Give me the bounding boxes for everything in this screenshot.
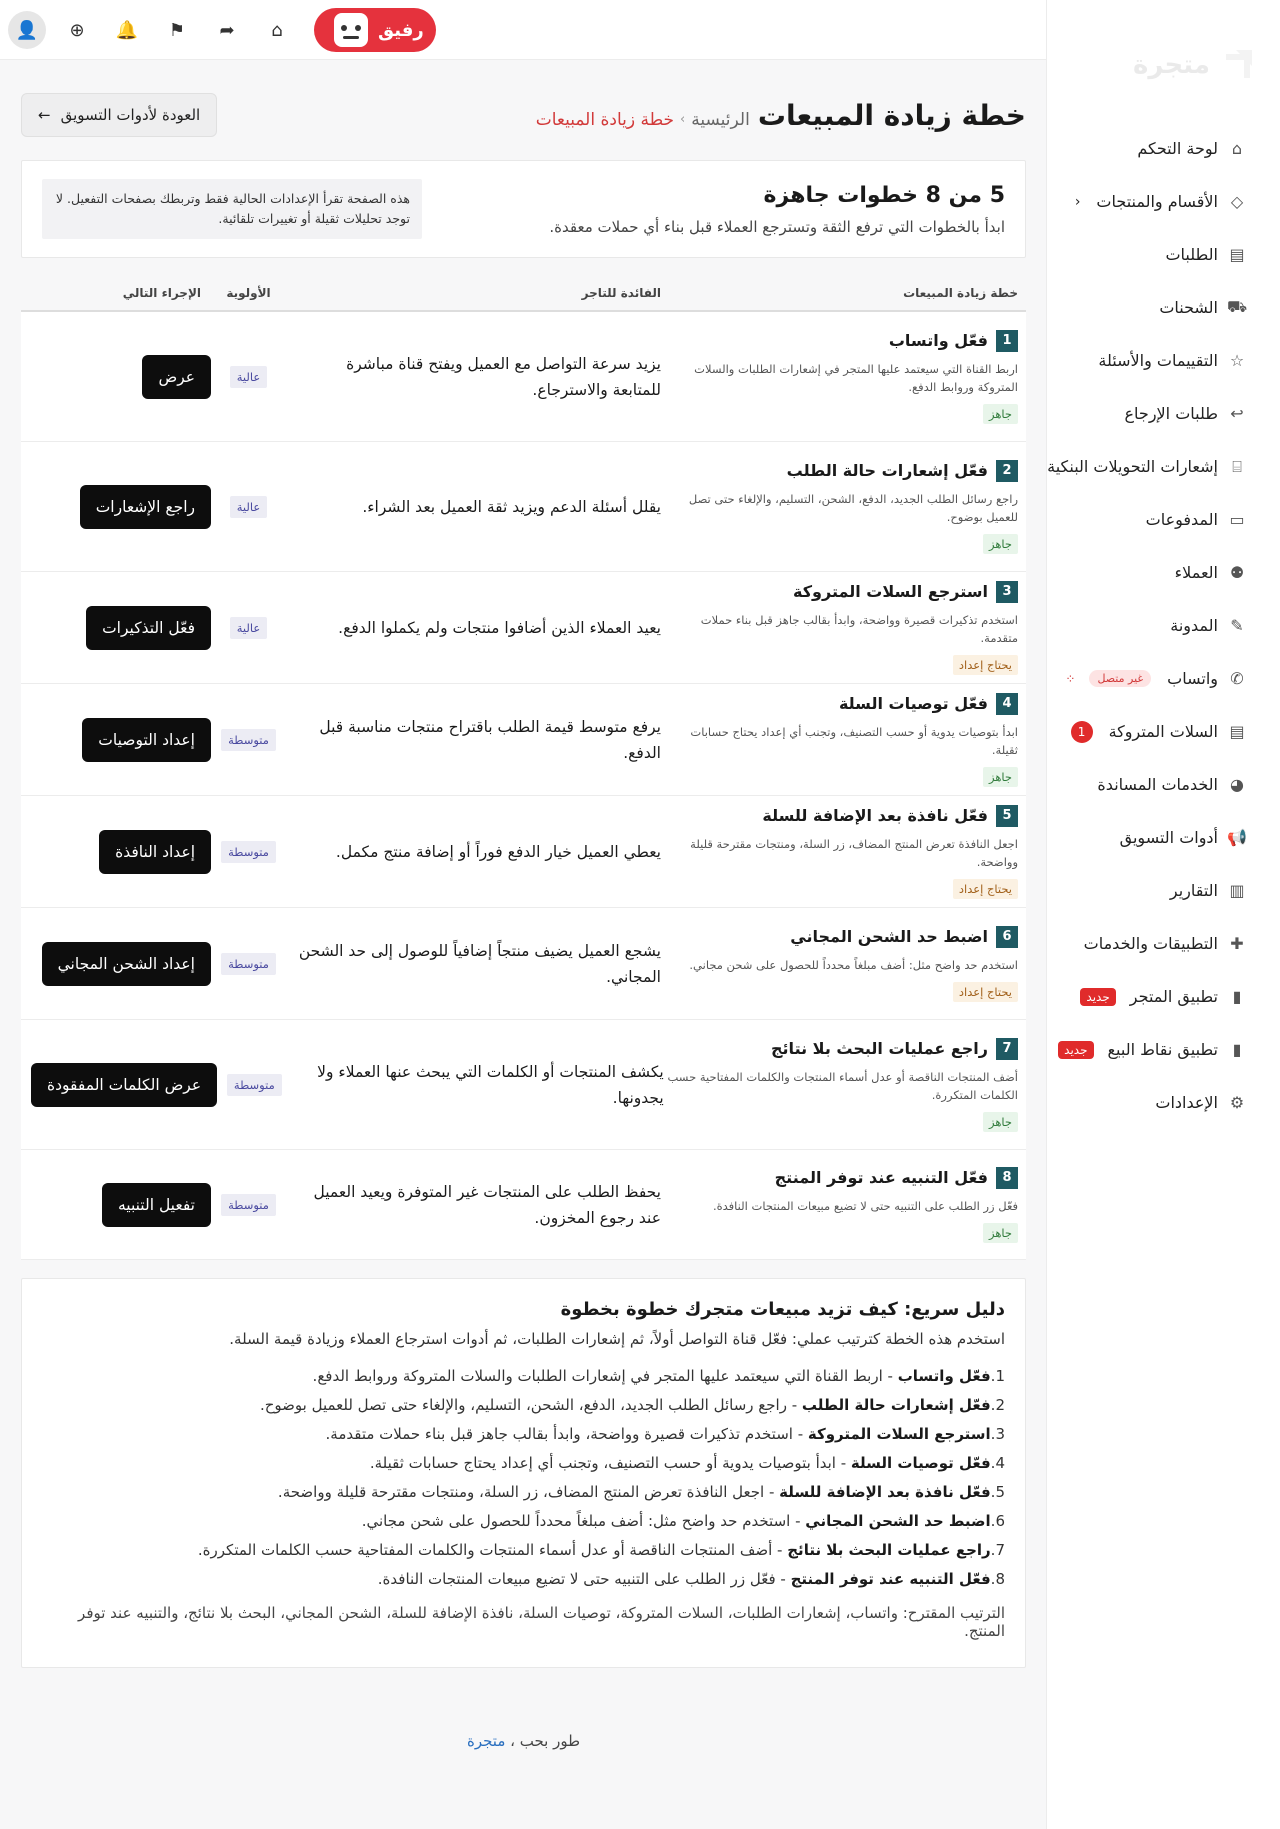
benefit-text: يقلل أسئلة الدعم ويزيد ثقة العميل بعد الشراء. xyxy=(362,497,661,516)
benefit-text: يكشف المنتجات أو الكلمات التي يبحث عنها العملاء ولا يجدونها. xyxy=(317,1062,664,1107)
step-description: فعّل زر الطلب على التنبيه حتى لا تضيع مبيعات المنتجات النافدة. xyxy=(712,1198,1018,1213)
step-title: فعّل واتساب xyxy=(888,331,988,350)
benefit-cell xyxy=(286,938,661,990)
status-badge: جاهز xyxy=(983,1112,1018,1132)
guide-item-number: 5. xyxy=(990,1483,1005,1501)
readiness-subtitle: ابدأ بالخطوات التي ترفع الثقة وتسترجع العملاء قبل بناء أي حملات معقدة. xyxy=(549,217,1005,236)
next-action-button[interactable]: تفعيل التنبيه xyxy=(102,1183,211,1227)
status-badge: جاهز xyxy=(983,534,1018,554)
priority-badge: عالية xyxy=(230,617,268,639)
sidebar-item[interactable] xyxy=(1047,705,1280,758)
plan-cell xyxy=(661,1167,1026,1243)
sidebar-item[interactable] xyxy=(1047,599,1280,652)
main-content xyxy=(21,60,1026,1668)
priority-badge: متوسطة xyxy=(227,1074,282,1096)
sidebar-item-label: أدوات التسويق xyxy=(1119,828,1218,847)
guide-list xyxy=(42,1362,1005,1594)
brand-logo[interactable] xyxy=(1047,0,1280,130)
sidebar-item-label: السلات المتروكة xyxy=(1108,722,1218,741)
status-badge: جاهز xyxy=(983,404,1018,424)
step-description: استخدم تذكيرات قصيرة وواضحة، وابدأ بقالب جاهز قبل بناء حملات متقدمة. xyxy=(700,612,1018,645)
action-cell xyxy=(21,718,211,762)
benefit-text: يعطي العميل خيار الدفع فوراً أو إضافة منتج مكمل. xyxy=(335,842,661,861)
benefit-text: يحفظ الطلب على المنتجات غير المتوفرة ويعيد العميل عند رجوع المخزون. xyxy=(313,1182,661,1227)
sidebar-item[interactable] xyxy=(1047,546,1280,599)
sidebar-item[interactable] xyxy=(1047,440,1280,493)
guide-item-text: - استخدم تذكيرات قصيرة وواضحة، وابدأ بقالب جاهز قبل بناء حملات متقدمة. xyxy=(325,1425,808,1443)
priority-badge: متوسطة xyxy=(221,841,276,863)
step-number: 5 xyxy=(996,805,1018,827)
guide-item-title: فعّل إشعارات حالة الطلب xyxy=(801,1396,991,1414)
step-header xyxy=(661,926,1018,948)
step-number: 6 xyxy=(996,926,1018,948)
page-header xyxy=(21,60,1026,160)
action-cell xyxy=(21,355,211,399)
sidebar-item-label: تطبيق نقاط البيع xyxy=(1107,1040,1218,1059)
plan-cell xyxy=(661,460,1026,554)
breadcrumb-home[interactable]: الرئيسية xyxy=(691,109,750,130)
table-row xyxy=(21,572,1026,684)
chevron-icon: ‹ xyxy=(1074,193,1081,210)
sidebar-item[interactable] xyxy=(1047,758,1280,811)
guide-title: دليل سريع: كيف تزيد مبيعات متجرك خطوة بخطوة xyxy=(560,1299,1005,1320)
priority-cell xyxy=(211,1194,286,1216)
sidebar-item[interactable] xyxy=(1047,175,1280,228)
users-icon: ⚉ xyxy=(1229,563,1245,582)
step-header xyxy=(661,1167,1018,1189)
phone-icon: ▮ xyxy=(1232,987,1242,1006)
megaphone-icon: 📢 xyxy=(1227,828,1247,847)
sidebar-item[interactable] xyxy=(1047,1023,1280,1076)
page-title: خطة زيادة المبيعات xyxy=(757,98,1026,132)
benefit-cell xyxy=(286,839,661,865)
sidebar-item-label: الطلبات xyxy=(1165,245,1218,264)
guide-item-number: 8. xyxy=(990,1570,1005,1588)
table-row xyxy=(21,1150,1026,1260)
star-icon: ☆ xyxy=(1229,351,1245,370)
tag-icon: ◇ xyxy=(1230,192,1244,211)
guide-item-title: راجع عمليات البحث بلا نتائج xyxy=(787,1541,991,1559)
sidebar-item-label: التقارير xyxy=(1169,881,1218,900)
sidebar xyxy=(1046,0,1280,1829)
guide-item-text: - ابدأ بتوصيات يدوية أو حسب التصنيف، وتجنب أي إعداد يحتاج حسابات ثقيلة. xyxy=(369,1454,851,1472)
guide-item-text: - أضف المنتجات الناقصة أو عدل أسماء المنتجات والكلمات المفتاحية حسب الكلمات المتكررة. xyxy=(197,1541,788,1559)
rafiq-assistant-button[interactable] xyxy=(314,8,436,52)
cart-icon: ▤ xyxy=(1229,722,1245,741)
guide-item-title: استرجع السلات المتروكة xyxy=(807,1425,991,1443)
sidebar-item[interactable] xyxy=(1047,281,1280,334)
benefit-cell xyxy=(286,615,661,641)
priority-badge: متوسطة xyxy=(221,1194,276,1216)
action-cell xyxy=(21,1183,211,1227)
step-header xyxy=(661,693,1018,715)
guide-item-text: - فعّل زر الطلب على التنبيه حتى لا تضيع مبيعات المنتجات النافدة. xyxy=(377,1570,791,1588)
rafiq-label: رفيق xyxy=(378,19,424,41)
step-number: 7 xyxy=(996,1038,1018,1060)
next-action-button[interactable]: إعداد التوصيات xyxy=(82,718,211,762)
guide-footer: الترتيب المقترح: واتساب، إشعارات الطلبات، السلات المتروكة، توصيات السلة، نافذة الإضافة للسلة، الشحن المجاني، البحث بلا نتائج، والتنبيه عند توفر المنتج. xyxy=(78,1604,1005,1640)
guide-item-title: فعّل التنبيه عند توفر المنتج xyxy=(790,1570,991,1588)
guide-item-title: اضبط حد الشحن المجاني xyxy=(805,1512,991,1530)
priority-cell xyxy=(211,366,286,388)
basket-icon: ▤ xyxy=(1229,245,1245,264)
breadcrumb-separator: › xyxy=(680,112,686,127)
next-action-button[interactable]: إعداد النافذة xyxy=(99,830,211,874)
sidebar-item-label: طلبات الإرجاع xyxy=(1124,404,1218,423)
disconnected-badge: غير متصل xyxy=(1089,670,1151,687)
priority-cell xyxy=(211,841,286,863)
brand-name: متجرة xyxy=(1133,50,1210,80)
benefit-cell xyxy=(286,351,661,403)
guide-item xyxy=(42,1362,1005,1391)
truck-icon: ⛟ xyxy=(1226,297,1248,316)
table-row xyxy=(21,908,1026,1020)
plan-cell xyxy=(661,693,1026,787)
sidebar-item-label: التقييمات والأسئلة xyxy=(1098,351,1218,370)
status-badge: جاهز xyxy=(983,767,1018,787)
next-action-button[interactable]: فعّل التذكيرات xyxy=(86,606,211,650)
step-description: راجع رسائل الطلب الجديد، الدفع، الشحن، التسليم، والإلغاء حتى تصل للعميل بوضوح. xyxy=(688,491,1018,524)
guide-item-number: 1. xyxy=(990,1367,1005,1385)
step-number: 2 xyxy=(996,460,1018,482)
guide-item xyxy=(42,1391,1005,1420)
guide-item xyxy=(42,1478,1005,1507)
step-number: 8 xyxy=(996,1167,1018,1189)
benefit-text: يرفع متوسط قيمة الطلب باقتراح منتجات مناسبة قبل الدفع. xyxy=(319,717,661,762)
guide-item-title: فعّل توصيات السلة xyxy=(850,1454,991,1472)
next-action-button[interactable]: عرض xyxy=(142,355,211,399)
step-description: أضف المنتجات الناقصة أو عدل أسماء المنتجات والكلمات المفتاحية حسب الكلمات المتكررة. xyxy=(667,1069,1018,1102)
benefit-cell xyxy=(286,1179,661,1231)
step-title: فعّل إشعارات حالة الطلب xyxy=(786,461,988,480)
footer-link[interactable]: متجرة xyxy=(466,1732,506,1750)
priority-cell xyxy=(211,617,286,639)
status-badge: جاهز xyxy=(983,1223,1018,1243)
guide-item-number: 4. xyxy=(990,1454,1005,1472)
plan-cell xyxy=(661,926,1026,1002)
guide-item-number: 2. xyxy=(990,1396,1005,1414)
sidebar-item[interactable] xyxy=(1047,652,1280,705)
sidebar-item[interactable] xyxy=(1047,970,1280,1023)
step-description: ابدأ بتوصيات يدوية أو حسب التصنيف، وتجنب أي إعداد يحتاج حسابات ثقيلة. xyxy=(690,724,1018,757)
step-number: 3 xyxy=(996,581,1018,603)
guide-item-text: - راجع رسائل الطلب الجديد، الدفع، الشحن، التسليم، والإلغاء حتى تصل للعميل بوضوح. xyxy=(259,1396,802,1414)
readiness-title: 5 من 8 خطوات جاهزة xyxy=(763,182,1005,208)
sidebar-item-label: لوحة التحكم xyxy=(1137,139,1218,158)
benefit-text: يزيد سرعة التواصل مع العميل ويفتح قناة مباشرة للمتابعة والاسترجاع. xyxy=(346,354,661,399)
sales-plan-table xyxy=(21,276,1026,1260)
whatsapp-icon: ✆ xyxy=(1230,669,1244,688)
store-icon[interactable]: ⌂ xyxy=(271,19,283,41)
pos-icon: ▮ xyxy=(1232,1040,1242,1059)
step-header xyxy=(661,805,1018,827)
footer-text: طور بحب ، xyxy=(505,1732,581,1750)
step-title: استرجع السلات المتروكة xyxy=(793,582,988,601)
priority-cell xyxy=(211,953,286,975)
next-action-button[interactable]: عرض الكلمات المفقودة xyxy=(31,1063,217,1107)
action-cell xyxy=(21,942,211,986)
status-badge: يحتاج إعداد xyxy=(953,982,1018,1002)
new-badge: جديد xyxy=(1080,988,1115,1006)
step-description: اجعل النافذة تعرض المنتج المضاف، زر السلة، ومنتجات مقترحة قليلة وواضحة. xyxy=(690,836,1018,869)
guide-item-number: 6. xyxy=(990,1512,1005,1530)
priority-badge: متوسطة xyxy=(221,729,276,751)
sidebar-item-label: الإعدادات xyxy=(1155,1093,1218,1112)
palette-icon: ◕ xyxy=(1230,775,1244,794)
sidebar-item[interactable] xyxy=(1047,334,1280,387)
robot-icon xyxy=(334,13,368,47)
priority-cell xyxy=(211,496,286,518)
breadcrumb-current: خطة زيادة المبيعات xyxy=(535,109,675,130)
sidebar-item[interactable] xyxy=(1047,493,1280,546)
step-header xyxy=(661,581,1018,603)
new-badge: جديد xyxy=(1058,1041,1093,1059)
arrow-left-icon: ← xyxy=(38,106,51,124)
guide-item-text: - اربط القناة التي سيعتمد عليها المتجر في إشعارات الطلبات والسلات المتروكة وروابط الدفع. xyxy=(312,1367,898,1385)
priority-badge: متوسطة xyxy=(221,953,276,975)
blog-icon: ✎ xyxy=(1230,616,1244,635)
guide-item-text: - اجعل النافذة تعرض المنتج المضاف، زر السلة، ومنتجات مقترحة قليلة وواضحة. xyxy=(277,1483,780,1501)
benefit-cell xyxy=(286,494,661,520)
brand-logo-icon xyxy=(1220,48,1254,82)
gear-icon: ⚙ xyxy=(1229,1093,1245,1112)
back-to-marketing-button[interactable] xyxy=(21,93,217,137)
card-icon: ▭ xyxy=(1229,510,1245,529)
sidebar-item[interactable] xyxy=(1047,917,1280,970)
guide-item-number: 7. xyxy=(990,1541,1005,1559)
sidebar-item-label: المدونة xyxy=(1170,616,1218,635)
priority-cell xyxy=(211,729,286,751)
sidebar-item-label: المدفوعات xyxy=(1145,510,1218,529)
sidebar-item-label: التطبيقات والخدمات xyxy=(1083,934,1218,953)
status-badge: يحتاج إعداد xyxy=(953,655,1018,675)
step-title: فعّل توصيات السلة xyxy=(838,694,988,713)
header-plan: خطة زيادة المبيعات xyxy=(903,286,1018,300)
step-header xyxy=(661,330,1018,352)
step-title: فعّل التنبيه عند توفر المنتج xyxy=(774,1168,988,1187)
bank-icon: ⌸ xyxy=(1232,456,1242,476)
step-number: 4 xyxy=(996,693,1018,715)
benefit-text: يعيد العملاء الذين أضافوا منتجات ولم يكملوا الدفع. xyxy=(338,618,661,637)
guide-intro: استخدم هذه الخطة كترتيب عملي: فعّل قناة التواصل أولاً، ثم إشعارات الطلبات، ثم أدوات استرجاع العملاء وزيادة قيمة السلة. xyxy=(229,1330,1005,1348)
sidebar-item[interactable] xyxy=(1047,228,1280,281)
step-title: راجع عمليات البحث بلا نتائج xyxy=(771,1039,988,1058)
sidebar-item[interactable] xyxy=(1047,1076,1280,1129)
guide-item-title: فعّل نافذة بعد الإضافة للسلة xyxy=(779,1483,991,1501)
benefit-text: يشجع العميل يضيف منتجاً إضافياً للوصول إلى حد الشحن المجاني. xyxy=(298,941,661,986)
table-row xyxy=(21,1020,1026,1150)
header-priority: الأولوية xyxy=(226,286,271,300)
step-number: 1 xyxy=(996,330,1018,352)
guide-item xyxy=(42,1449,1005,1478)
sidebar-item-label: إشعارات التحويلات البنكية xyxy=(1047,457,1218,476)
step-header xyxy=(664,1038,1018,1060)
table-row xyxy=(21,796,1026,908)
status-badge: يحتاج إعداد xyxy=(953,879,1018,899)
top-bar xyxy=(0,0,1046,60)
plan-cell xyxy=(661,581,1026,675)
guide-item-number: 3. xyxy=(990,1425,1005,1443)
sidebar-item[interactable] xyxy=(1047,864,1280,917)
plan-cell xyxy=(661,330,1026,424)
table-row xyxy=(21,684,1026,796)
next-action-button[interactable]: إعداد الشحن المجاني xyxy=(42,942,211,986)
table-header xyxy=(21,276,1026,312)
chart-icon: ▥ xyxy=(1229,881,1245,900)
sidebar-nav xyxy=(1047,122,1280,1129)
sidebar-item-label: العملاء xyxy=(1174,563,1218,582)
info-note: هذه الصفحة تقرأ الإعدادات الحالية فقط وتربطك بصفحات التفعيل. لا توجد تحليلات ثقيلة أو تغييرات تلقائية. xyxy=(42,179,422,239)
step-description: استخدم حد واضح مثل: أضف مبلغاً محدداً للحصول على شحن مجاني. xyxy=(689,957,1018,972)
sidebar-item-label: الخدمات المساندة xyxy=(1097,775,1218,794)
breadcrumb xyxy=(536,110,750,130)
priority-badge: عالية xyxy=(230,496,268,518)
count-badge: 1 xyxy=(1071,721,1093,743)
step-title: اضبط حد الشحن المجاني xyxy=(790,927,988,946)
home-icon: ⌂ xyxy=(1231,139,1243,158)
readiness-summary xyxy=(21,160,1026,258)
quick-guide xyxy=(21,1278,1026,1668)
action-cell xyxy=(21,606,211,650)
plan-cell xyxy=(664,1038,1026,1132)
flag-icon[interactable]: ⚑ xyxy=(168,19,186,41)
benefit-cell xyxy=(292,1059,664,1111)
action-cell xyxy=(21,485,211,529)
sidebar-item-label: تطبيق المتجر xyxy=(1129,987,1218,1006)
sidebar-item-label: واتساب xyxy=(1167,669,1218,688)
priority-badge: عالية xyxy=(230,366,268,388)
action-cell xyxy=(21,1063,217,1107)
next-action-button[interactable]: راجع الإشعارات xyxy=(80,485,211,529)
avatar-icon[interactable]: 👤 xyxy=(8,11,46,49)
page-footer xyxy=(21,1732,1026,1750)
sidebar-item-label: الأقسام والمنتجات xyxy=(1096,192,1218,211)
table-row xyxy=(21,312,1026,442)
puzzle-icon: ✚ xyxy=(1230,934,1244,953)
guide-item xyxy=(42,1536,1005,1565)
header-action: الإجراء التالي xyxy=(122,286,201,300)
plan-cell xyxy=(661,805,1026,899)
guide-item xyxy=(42,1565,1005,1594)
action-cell xyxy=(21,830,211,874)
return-icon: ↩ xyxy=(1230,404,1244,423)
guide-item xyxy=(42,1507,1005,1536)
step-title: فعّل نافذة بعد الإضافة للسلة xyxy=(762,806,988,825)
sidebar-item-label: الشحنات xyxy=(1159,298,1218,317)
sidebar-item[interactable] xyxy=(1047,387,1280,440)
guide-item-text: - استخدم حد واضح مثل: أضف مبلغاً محدداً للحصول على شحن مجاني. xyxy=(361,1512,806,1530)
step-description: اربط القناة التي سيعتمد عليها المتجر في إشعارات الطلبات والسلات المتروكة وروابط الدفع. xyxy=(694,361,1018,394)
header-benefit: الفائدة للتاجر xyxy=(581,286,661,300)
priority-cell xyxy=(217,1074,291,1096)
guide-item-title: فعّل واتساب xyxy=(897,1367,991,1385)
share-icon[interactable]: ➦ xyxy=(219,19,235,41)
table-row xyxy=(21,442,1026,572)
benefit-cell xyxy=(286,714,661,766)
guide-item xyxy=(42,1420,1005,1449)
sidebar-item[interactable] xyxy=(1047,811,1280,864)
globe-icon[interactable]: ⊕ xyxy=(69,19,85,41)
bell-icon[interactable]: 🔔 xyxy=(115,19,139,41)
status-dot-icon: ⁘ xyxy=(1065,671,1076,686)
step-header xyxy=(661,460,1018,482)
back-label: العودة لأدوات التسويق xyxy=(60,106,201,124)
